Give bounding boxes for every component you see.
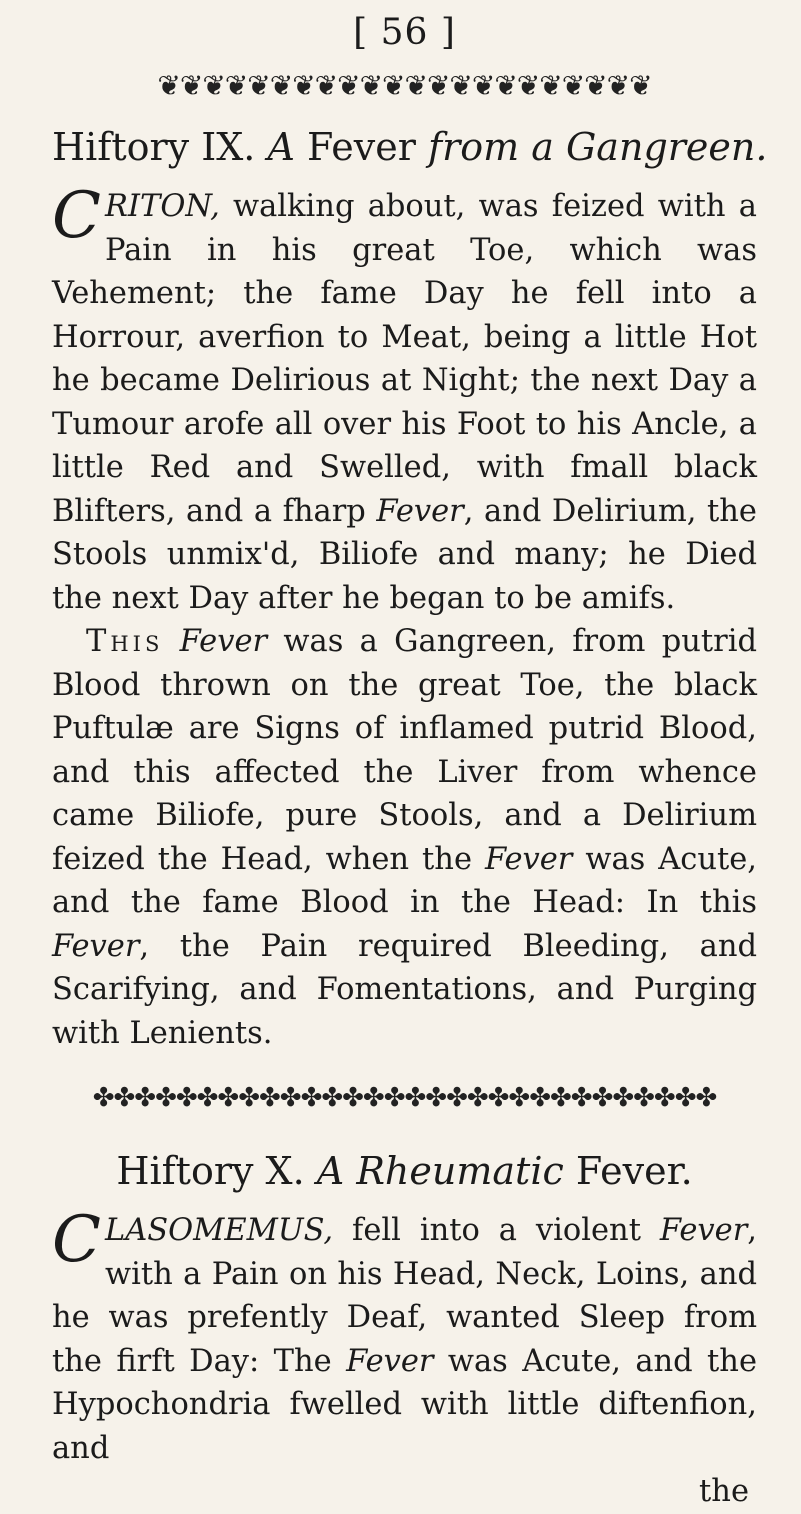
history-x-heading [52, 1143, 757, 1199]
fever-word: Fever [659, 1213, 748, 1248]
paragraph-text: walking about, was feized with a Pain in his great Toe, which was Vehement; the fame Day he fell into a Horrour, averfion to Meat, being a little Hot he became Delirious at Night; the next Day a Tumour arofe all over his Foot to his Ancle, a little Red and Swelled, with fmall black Blifters, and a fharp [52, 189, 757, 529]
history-ix-label: Hiftory IX. [52, 125, 256, 169]
history-ix-from: from a Gangreen. [428, 125, 768, 169]
patient-name: LASOMEMUS, [104, 1213, 334, 1248]
page-number: [ 56 ] [353, 12, 456, 53]
ornament-border-top: ❦❦❦❦❦❦❦❦❦❦❦❦❦❦❦❦❦❦❦❦❦❦ [157, 69, 652, 102]
paragraph-commentary [52, 620, 757, 1055]
fever-word: Fever [484, 841, 573, 877]
fever-word: Fever [376, 493, 464, 529]
history-ix-fever: Fever [307, 125, 416, 169]
paragraph-text: , the Pain required Bleeding, and Scarifying, and Fomentations, and Purging with Lenients. [52, 928, 757, 1051]
fever-word: Fever [163, 624, 268, 659]
paragraph-text: was a Gangreen, from putrid Blood thrown on the great Toe, the black Puftulæ are Signs of inflamed putrid Blood, and this affected the Liver from whence came Biliofe, pure Stools, and a Delirium feized the Head, when the [52, 624, 757, 877]
history-x-fever: Fever. [575, 1149, 693, 1193]
ornament-border-middle: ✤✤✤✤✤✤✤✤✤✤✤✤✤✤✤✤✤✤✤✤✤✤✤✤✤✤✤✤✤✤ [92, 1083, 717, 1113]
drop-cap: C [52, 1203, 101, 1277]
paragraph-text: was Acute, and the fame Blood in the Head: In this [52, 841, 758, 920]
fever-word: Fever [346, 1343, 434, 1379]
history-ix-article: A [267, 125, 295, 169]
this-smallcaps: This [86, 624, 164, 659]
paragraph-criton [52, 179, 757, 620]
patient-name: RITON, [104, 189, 220, 224]
catchword: the [699, 1474, 749, 1509]
paragraph-text: fell into a violent [333, 1213, 660, 1248]
paragraph-clasomemus [52, 1203, 757, 1470]
paragraph-text: was Acute, and the Hypochondria fwelled with little diftenfion, and [52, 1343, 757, 1466]
paragraph-text: , with a Pain on his Head, Neck, Loins, and he was prefently Deaf, wanted Sleep from the firft Day: The [52, 1213, 757, 1379]
paragraph-text: , and Delirium, the Stools unmix'd, Biliofe and many; he Died the next Day after he began to be amifs. [52, 493, 757, 616]
history-x-label: Hiftory X. [116, 1149, 305, 1193]
history-x-article: A [316, 1149, 345, 1193]
history-x-rheumatic: Rheumatic [356, 1149, 564, 1193]
fever-word: Fever [52, 928, 140, 964]
history-ix-heading [52, 119, 768, 175]
drop-cap: C [52, 179, 101, 253]
